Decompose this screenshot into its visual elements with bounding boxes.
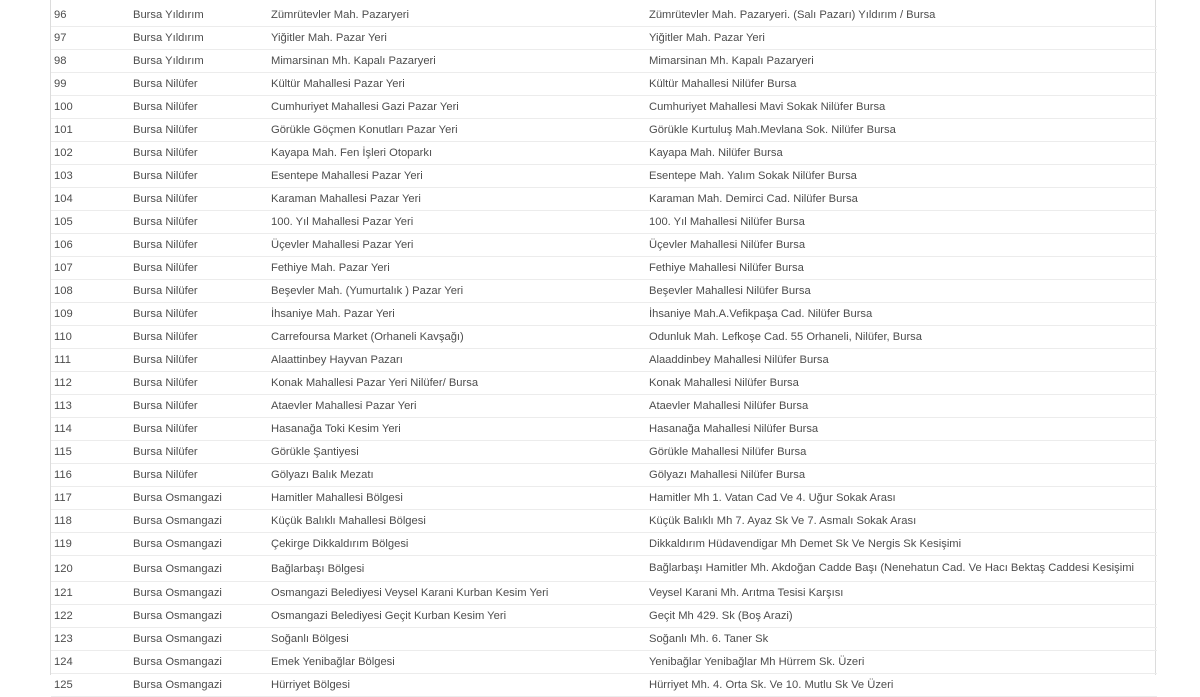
district-cell: Bursa Nilüfer [131,234,269,257]
table-row [51,326,1157,349]
district-cell: Bursa Osmangazi [131,487,269,510]
row-number-cell: 97 [51,27,131,50]
place-name-cell: Karaman Mahallesi Pazar Yeri [269,188,647,211]
address-cell: Mimarsinan Mh. Kapalı Pazaryeri [647,50,1157,73]
table-row [51,211,1157,234]
address-cell: Görükle Mahallesi Nilüfer Bursa [647,441,1157,464]
place-name-cell: Görükle Şantiyesi [269,441,647,464]
address-cell: Geçit Mh 429. Sk (Boş Arazi) [647,605,1157,628]
place-name-cell: Hasanağa Toki Kesim Yeri [269,418,647,441]
table-row [51,188,1157,211]
district-cell: Bursa Yıldırım [131,27,269,50]
table-row [51,165,1157,188]
row-number-cell: 119 [51,533,131,556]
address-cell: Konak Mahallesi Nilüfer Bursa [647,372,1157,395]
row-number-cell: 109 [51,303,131,326]
row-number-cell: 117 [51,487,131,510]
district-cell: Bursa Nilüfer [131,96,269,119]
table-row [51,257,1157,280]
district-cell: Bursa Osmangazi [131,533,269,556]
address-cell: Alaaddinbey Mahallesi Nilüfer Bursa [647,349,1157,372]
row-number-cell: 111 [51,349,131,372]
table-row [51,418,1157,441]
address-cell: 100. Yıl Mahallesi Nilüfer Bursa [647,211,1157,234]
place-name-cell: 100. Yıl Mahallesi Pazar Yeri [269,211,647,234]
address-cell: Fethiye Mahallesi Nilüfer Bursa [647,257,1157,280]
row-number-cell: 123 [51,628,131,651]
address-cell: Ataevler Mahallesi Nilüfer Bursa [647,395,1157,418]
address-cell: Görükle Kurtuluş Mah.Mevlana Sok. Nilüfer Bursa [647,119,1157,142]
place-name-cell: Üçevler Mahallesi Pazar Yeri [269,234,647,257]
table-body [51,4,1157,697]
place-name-cell: Ataevler Mahallesi Pazar Yeri [269,395,647,418]
table-row [51,50,1157,73]
row-number-cell: 100 [51,96,131,119]
place-name-cell: Hürriyet Bölgesi [269,674,647,697]
district-cell: Bursa Nilüfer [131,326,269,349]
district-cell: Bursa Nilüfer [131,303,269,326]
table-row [51,27,1157,50]
place-name-cell: İhsaniye Mah. Pazar Yeri [269,303,647,326]
row-number-cell: 125 [51,674,131,697]
district-cell: Bursa Nilüfer [131,372,269,395]
table-row [51,533,1157,556]
place-name-cell: Çekirge Dikkaldırım Bölgesi [269,533,647,556]
place-name-cell: Küçük Balıklı Mahallesi Bölgesi [269,510,647,533]
district-cell: Bursa Yıldırım [131,50,269,73]
row-number-cell: 124 [51,651,131,674]
table-row [51,674,1157,697]
place-name-cell: Görükle Göçmen Konutları Pazar Yeri [269,119,647,142]
row-number-cell: 104 [51,188,131,211]
table-row [51,651,1157,674]
document-sheet [50,0,1156,691]
address-cell: Hasanağa Mahallesi Nilüfer Bursa [647,418,1157,441]
row-number-cell: 110 [51,326,131,349]
place-name-cell: Kayapa Mah. Fen İşleri Otoparkı [269,142,647,165]
table-row [51,4,1157,27]
district-cell: Bursa Nilüfer [131,257,269,280]
row-number-cell: 101 [51,119,131,142]
table-row [51,119,1157,142]
address-cell: İhsaniye Mah.A.Vefikpaşa Cad. Nilüfer Bursa [647,303,1157,326]
address-cell: Küçük Balıklı Mh 7. Ayaz Sk Ve 7. Asmalı Sokak Arası [647,510,1157,533]
place-name-cell: Esentepe Mahallesi Pazar Yeri [269,165,647,188]
table-row [51,510,1157,533]
place-name-cell: Emek Yenibağlar Bölgesi [269,651,647,674]
row-number-cell: 115 [51,441,131,464]
place-name-cell: Beşevler Mah. (Yumurtalık ) Pazar Yeri [269,280,647,303]
row-number-cell: 96 [51,4,131,27]
row-number-cell: 102 [51,142,131,165]
place-name-cell: Konak Mahallesi Pazar Yeri Nilüfer/ Bursa [269,372,647,395]
address-cell: Hürriyet Mh. 4. Orta Sk. Ve 10. Mutlu Sk Ve Üzeri [647,674,1157,697]
row-number-cell: 112 [51,372,131,395]
address-cell: Odunluk Mah. Lefkoşe Cad. 55 Orhaneli, Nilüfer, Bursa [647,326,1157,349]
place-name-cell: Yiğitler Mah. Pazar Yeri [269,27,647,50]
table-row [51,605,1157,628]
row-number-cell: 120 [51,556,131,582]
row-number-cell: 98 [51,50,131,73]
row-number-cell: 108 [51,280,131,303]
row-number-cell: 99 [51,73,131,96]
district-cell: Bursa Osmangazi [131,556,269,582]
address-cell: Soğanlı Mh. 6. Taner Sk [647,628,1157,651]
district-cell: Bursa Nilüfer [131,165,269,188]
table-row [51,628,1157,651]
row-number-cell: 105 [51,211,131,234]
place-name-cell: Cumhuriyet Mahallesi Gazi Pazar Yeri [269,96,647,119]
address-cell: Kültür Mahallesi Nilüfer Bursa [647,73,1157,96]
district-cell: Bursa Yıldırım [131,4,269,27]
row-number-cell: 114 [51,418,131,441]
address-cell: Kayapa Mah. Nilüfer Bursa [647,142,1157,165]
address-cell: Üçevler Mahallesi Nilüfer Bursa [647,234,1157,257]
place-name-cell: Mimarsinan Mh. Kapalı Pazaryeri [269,50,647,73]
district-cell: Bursa Nilüfer [131,441,269,464]
row-number-cell: 106 [51,234,131,257]
address-cell: Yenibağlar Yenibağlar Mh Hürrem Sk. Üzeri [647,651,1157,674]
district-cell: Bursa Osmangazi [131,605,269,628]
place-name-cell: Bağlarbaşı Bölgesi [269,556,647,582]
district-cell: Bursa Nilüfer [131,211,269,234]
address-cell: Beşevler Mahallesi Nilüfer Bursa [647,280,1157,303]
district-cell: Bursa Nilüfer [131,464,269,487]
place-name-cell: Osmangazi Belediyesi Veysel Karani Kurban Kesim Yeri [269,582,647,605]
table-row [51,349,1157,372]
place-name-cell: Gölyazı Balık Mezatı [269,464,647,487]
address-cell: Karaman Mah. Demirci Cad. Nilüfer Bursa [647,188,1157,211]
district-cell: Bursa Nilüfer [131,280,269,303]
row-number-cell: 122 [51,605,131,628]
district-cell: Bursa Nilüfer [131,142,269,165]
district-cell: Bursa Nilüfer [131,395,269,418]
table-row [51,464,1157,487]
row-number-cell: 121 [51,582,131,605]
district-cell: Bursa Nilüfer [131,73,269,96]
place-name-cell: Soğanlı Bölgesi [269,628,647,651]
address-cell: Hamitler Mh 1. Vatan Cad Ve 4. Uğur Sokak Arası [647,487,1157,510]
sacrifice-sites-table [51,4,1157,697]
place-name-cell: Carrefoursa Market (Orhaneli Kavşağı) [269,326,647,349]
district-cell: Bursa Osmangazi [131,628,269,651]
table-row [51,395,1157,418]
table-row [51,73,1157,96]
district-cell: Bursa Osmangazi [131,651,269,674]
table-row [51,582,1157,605]
place-name-cell: Zümrütevler Mah. Pazaryeri [269,4,647,27]
place-name-cell: Osmangazi Belediyesi Geçit Kurban Kesim Yeri [269,605,647,628]
row-number-cell: 107 [51,257,131,280]
table-row [51,234,1157,257]
table-row [51,142,1157,165]
table-row [51,280,1157,303]
district-cell: Bursa Nilüfer [131,418,269,441]
table-row [51,556,1157,582]
place-name-cell: Hamitler Mahallesi Bölgesi [269,487,647,510]
table-row [51,303,1157,326]
address-cell: Bağlarbaşı Hamitler Mh. Akdoğan Cadde Başı (Nenehatun Cad. Ve Hacı Bektaş Caddesi Kesişimi [647,556,1157,582]
table-row [51,441,1157,464]
row-number-cell: 113 [51,395,131,418]
district-cell: Bursa Nilüfer [131,349,269,372]
district-cell: Bursa Nilüfer [131,188,269,211]
row-number-cell: 118 [51,510,131,533]
row-number-cell: 103 [51,165,131,188]
address-cell: Gölyazı Mahallesi Nilüfer Bursa [647,464,1157,487]
address-cell: Dikkaldırım Hüdavendigar Mh Demet Sk Ve Nergis Sk Kesişimi [647,533,1157,556]
address-cell: Esentepe Mah. Yalım Sokak Nilüfer Bursa [647,165,1157,188]
table-row [51,96,1157,119]
address-cell: Zümrütevler Mah. Pazaryeri. (Salı Pazarı) Yıldırım / Bursa [647,4,1157,27]
district-cell: Bursa Osmangazi [131,582,269,605]
place-name-cell: Kültür Mahallesi Pazar Yeri [269,73,647,96]
place-name-cell: Fethiye Mah. Pazar Yeri [269,257,647,280]
address-cell: Cumhuriyet Mahallesi Mavi Sokak Nilüfer Bursa [647,96,1157,119]
district-cell: Bursa Osmangazi [131,510,269,533]
table-row [51,487,1157,510]
district-cell: Bursa Osmangazi [131,674,269,697]
table-row [51,372,1157,395]
district-cell: Bursa Nilüfer [131,119,269,142]
address-cell: Yiğitler Mah. Pazar Yeri [647,27,1157,50]
address-cell: Veysel Karani Mh. Arıtma Tesisi Karşısı [647,582,1157,605]
row-number-cell: 116 [51,464,131,487]
place-name-cell: Alaattinbey Hayvan Pazarı [269,349,647,372]
